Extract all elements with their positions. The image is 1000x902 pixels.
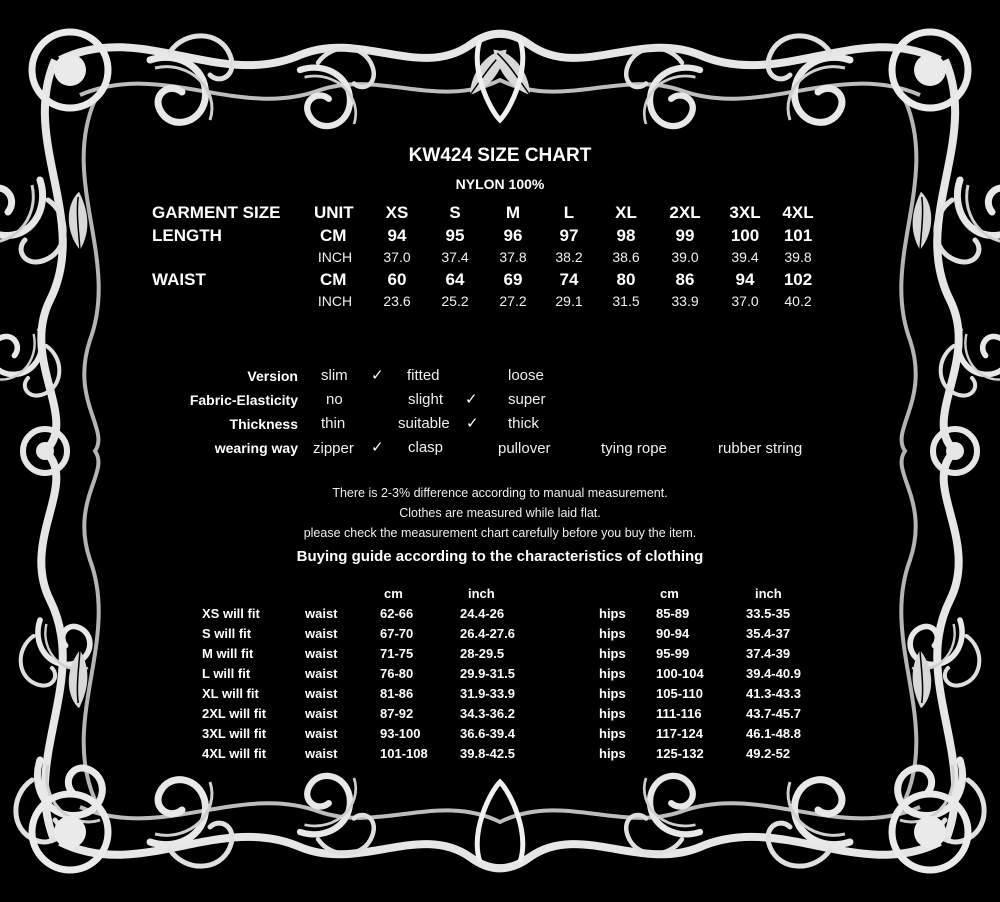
guide-hips-cm: 85-89 bbox=[656, 606, 690, 621]
guide-hips-label: hips bbox=[599, 686, 626, 701]
guide-hips-label: hips bbox=[599, 606, 626, 621]
guide-hips-cm: 105-110 bbox=[656, 686, 703, 701]
attr-version-slim: slim bbox=[321, 367, 348, 384]
waist-inch-4xl: 40.2 bbox=[784, 293, 812, 309]
guide-header-waist-cm: cm bbox=[384, 586, 403, 601]
guide-fit-label: M will fit bbox=[202, 646, 254, 661]
header-size-4xl: 4XL bbox=[782, 203, 814, 222]
length-inch-2xl: 39.0 bbox=[671, 249, 699, 265]
guide-waist-inch: 36.6-39.4 bbox=[460, 726, 515, 741]
length-inch-unit: INCH bbox=[317, 249, 353, 265]
check-icon: ✓ bbox=[371, 439, 384, 456]
guide-hips-label: hips bbox=[599, 646, 626, 661]
guide-fit-label: 2XL will fit bbox=[202, 706, 267, 721]
buying-guide-title: Buying guide according to the characteristics of clothing bbox=[296, 548, 704, 565]
length-inch-l: 38.2 bbox=[555, 249, 583, 265]
guide-fit-label: 4XL will fit bbox=[202, 746, 267, 761]
waist-cm-m: 69 bbox=[503, 270, 523, 289]
guide-header-hips-cm: cm bbox=[660, 586, 679, 601]
attr-wearing-pullover: pullover bbox=[498, 440, 551, 457]
guide-hips-label: hips bbox=[599, 726, 626, 741]
length-inch-m: 37.8 bbox=[499, 249, 527, 265]
attr-label-wearing-way: wearing way bbox=[214, 440, 298, 456]
guide-waist-inch: 26.4-27.6 bbox=[460, 626, 515, 641]
attr-wearing-rubber-string: rubber string bbox=[718, 440, 803, 457]
row-label-length: LENGTH bbox=[152, 226, 222, 245]
length-cm-unit: CM bbox=[320, 226, 347, 245]
attr-wearing-tying-rope: tying rope bbox=[601, 440, 667, 457]
guide-waist-label: waist bbox=[305, 626, 338, 641]
frame-bottom-ornament bbox=[60, 776, 940, 868]
check-icon: ✓ bbox=[371, 367, 384, 384]
length-inch-xs: 37.0 bbox=[383, 249, 411, 265]
frame-top-ornament bbox=[60, 34, 940, 126]
attr-version-fitted: fitted bbox=[407, 367, 440, 384]
guide-waist-inch: 34.3-36.2 bbox=[460, 706, 515, 721]
waist-inch-l: 29.1 bbox=[555, 293, 583, 309]
material-label: NYLON 100% bbox=[455, 176, 545, 192]
attr-wearing-zipper: zipper bbox=[313, 440, 354, 457]
waist-inch-m: 27.2 bbox=[499, 293, 527, 309]
header-size-s: S bbox=[449, 203, 461, 222]
guide-hips-cm: 90-94 bbox=[656, 626, 690, 641]
attr-elasticity-no: no bbox=[326, 391, 343, 408]
length-cm-xs: 94 bbox=[387, 226, 407, 245]
waist-cm-xl: 80 bbox=[616, 270, 636, 289]
length-cm-4xl: 101 bbox=[783, 226, 813, 245]
guide-hips-label: hips bbox=[599, 666, 626, 681]
attr-label-thickness: Thickness bbox=[229, 416, 298, 432]
header-size-m: M bbox=[505, 203, 521, 222]
length-inch-4xl: 39.8 bbox=[784, 249, 812, 265]
waist-inch-unit: INCH bbox=[317, 293, 353, 309]
attr-thickness-thick: thick bbox=[508, 415, 539, 432]
length-inch-3xl: 39.4 bbox=[731, 249, 759, 265]
waist-inch-s: 25.2 bbox=[441, 293, 469, 309]
guide-waist-cm: 81-86 bbox=[380, 686, 414, 701]
waist-inch-2xl: 33.9 bbox=[671, 293, 699, 309]
note-check-chart: please check the measurement chart carefully before you buy the item. bbox=[303, 526, 697, 540]
attr-label-fabric-elasticity: Fabric-Elasticity bbox=[189, 392, 298, 408]
guide-hips-inch: 33.5-35 bbox=[746, 606, 791, 621]
guide-waist-label: waist bbox=[305, 706, 338, 721]
guide-waist-inch: 39.8-42.5 bbox=[460, 746, 515, 761]
waist-cm-l: 74 bbox=[559, 270, 579, 289]
length-inch-xl: 38.6 bbox=[612, 249, 640, 265]
length-cm-s: 95 bbox=[445, 226, 465, 245]
guide-hips-cm: 100-104 bbox=[656, 666, 704, 681]
waist-cm-unit: CM bbox=[320, 270, 347, 289]
guide-waist-cm: 71-75 bbox=[380, 646, 414, 661]
guide-fit-label: 3XL will fit bbox=[202, 726, 267, 741]
waist-inch-xs: 23.6 bbox=[383, 293, 411, 309]
guide-waist-label: waist bbox=[305, 686, 338, 701]
check-icon: ✓ bbox=[465, 391, 478, 408]
waist-cm-s: 64 bbox=[445, 270, 465, 289]
length-cm-l: 97 bbox=[559, 226, 579, 245]
header-size-2xl: 2XL bbox=[669, 203, 701, 222]
chart-title: KW424 SIZE CHART bbox=[408, 145, 592, 166]
attr-thickness-thin: thin bbox=[321, 415, 346, 432]
waist-inch-3xl: 37.0 bbox=[731, 293, 759, 309]
guide-hips-cm: 117-124 bbox=[656, 726, 703, 741]
guide-waist-cm: 101-108 bbox=[380, 746, 428, 761]
guide-fit-label: S will fit bbox=[202, 626, 252, 641]
guide-waist-inch: 24.4-26 bbox=[460, 606, 505, 621]
guide-waist-cm: 87-92 bbox=[380, 706, 414, 721]
length-cm-m: 96 bbox=[503, 226, 523, 245]
guide-header-hips-inch: inch bbox=[755, 586, 782, 601]
header-size-xs: XS bbox=[385, 203, 409, 222]
attr-version-loose: loose bbox=[508, 367, 544, 384]
check-icon: ✓ bbox=[466, 415, 479, 432]
guide-waist-cm: 67-70 bbox=[380, 626, 414, 641]
note-measurement-difference: There is 2-3% difference according to manual measurement. bbox=[332, 486, 668, 500]
guide-fit-label: L will fit bbox=[202, 666, 251, 681]
guide-waist-inch: 28-29.5 bbox=[460, 646, 505, 661]
guide-hips-inch: 37.4-39 bbox=[746, 646, 791, 661]
guide-waist-label: waist bbox=[305, 646, 338, 661]
header-size-3xl: 3XL bbox=[729, 203, 761, 222]
length-cm-2xl: 99 bbox=[675, 226, 695, 245]
length-cm-3xl: 100 bbox=[730, 226, 760, 245]
guide-hips-cm: 125-132 bbox=[656, 746, 704, 761]
guide-waist-cm: 93-100 bbox=[380, 726, 421, 741]
header-size-l: L bbox=[563, 203, 575, 222]
guide-hips-inch: 49.2-52 bbox=[746, 746, 791, 761]
header-garment-size: GARMENT SIZE bbox=[152, 203, 281, 222]
guide-hips-label: hips bbox=[599, 626, 626, 641]
waist-cm-3xl: 94 bbox=[735, 270, 755, 289]
guide-header-waist-inch: inch bbox=[468, 586, 495, 601]
guide-waist-cm: 76-80 bbox=[380, 666, 414, 681]
guide-waist-cm: 62-66 bbox=[380, 606, 414, 621]
note-laid-flat: Clothes are measured while laid flat. bbox=[399, 506, 601, 520]
attr-label-version: Version bbox=[247, 368, 298, 384]
attr-thickness-suitable: suitable bbox=[398, 415, 450, 432]
guide-fit-label: XS will fit bbox=[202, 606, 260, 621]
guide-hips-inch: 41.3-43.3 bbox=[746, 686, 801, 701]
attr-wearing-clasp: clasp bbox=[408, 439, 444, 456]
header-unit: UNIT bbox=[314, 203, 354, 222]
header-size-xl: XL bbox=[615, 203, 637, 222]
waist-cm-xs: 60 bbox=[387, 270, 407, 289]
guide-waist-label: waist bbox=[305, 726, 338, 741]
waist-inch-xl: 31.5 bbox=[612, 293, 640, 309]
guide-hips-label: hips bbox=[599, 706, 626, 721]
attr-elasticity-super: super bbox=[508, 391, 546, 408]
guide-hips-cm: 95-99 bbox=[656, 646, 690, 661]
length-inch-s: 37.4 bbox=[441, 249, 469, 265]
waist-cm-4xl: 102 bbox=[783, 270, 813, 289]
guide-waist-inch: 29.9-31.5 bbox=[460, 666, 515, 681]
row-label-waist: WAIST bbox=[152, 270, 206, 289]
guide-hips-label: hips bbox=[599, 746, 626, 761]
length-cm-xl: 98 bbox=[616, 226, 636, 245]
guide-hips-inch: 46.1-48.8 bbox=[746, 726, 801, 741]
guide-hips-inch: 35.4-37 bbox=[746, 626, 791, 641]
attr-elasticity-slight: slight bbox=[408, 391, 444, 408]
guide-hips-cm: 111-116 bbox=[656, 706, 702, 721]
guide-waist-inch: 31.9-33.9 bbox=[460, 686, 515, 701]
guide-waist-label: waist bbox=[305, 666, 338, 681]
guide-waist-label: waist bbox=[305, 606, 338, 621]
guide-hips-inch: 43.7-45.7 bbox=[746, 706, 801, 721]
waist-cm-2xl: 86 bbox=[675, 270, 695, 289]
guide-hips-inch: 39.4-40.9 bbox=[746, 666, 801, 681]
guide-fit-label: XL will fit bbox=[202, 686, 259, 701]
guide-waist-label: waist bbox=[305, 746, 338, 761]
